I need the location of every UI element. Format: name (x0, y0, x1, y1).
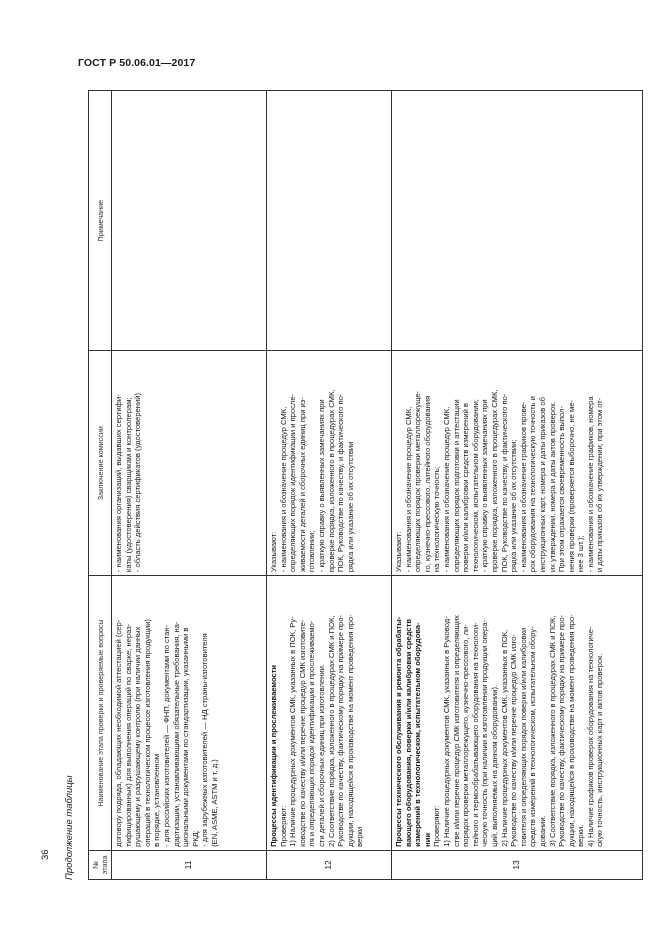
conclusion-cell (392, 351, 643, 576)
text-line: технологическом, испытательном оборудовании; (470, 399, 480, 573)
page-number: 36 (40, 849, 51, 860)
text-line: ческую точность (при наличии в изготовлении продукции опера- (480, 619, 490, 847)
text-line: в порядке, установленном (152, 753, 162, 847)
text-line: верки. (576, 824, 586, 847)
text-line: - краткую справку о выявленных замечаниях при (316, 399, 326, 573)
text-line: 1) Наличие процедурных документов СМК, указанных в ПОК, Ру- (288, 616, 298, 847)
text-line: дукции, находящейся в производстве на момент проведения про- (566, 614, 576, 847)
text-line: дартизации, устанавливающими обязательные требования, на- (171, 621, 181, 847)
text-line: ля и определяющих порядок идентификации и прослеживаемо- (307, 620, 317, 847)
text-line: 3) Соответствие порядка, изложенного в процедурах СМК и ПОК, (547, 615, 557, 847)
column-header: Заключение комиссии (89, 351, 112, 576)
text-line: каты (удостоверения) сварщикам и контролерам; (123, 397, 133, 573)
text-line: проверке порядка, изложенного в процедурах СМК, (489, 389, 499, 573)
text-line: их утверждении, номера и даты актов проверок. (547, 401, 557, 573)
text-line: - наименования и обозначение графиков прове- (518, 401, 528, 573)
text-line: готовлении; (307, 530, 317, 573)
text-line: рядка или указание об их отсутствии (345, 441, 355, 573)
text-line: рядка или указание об их отсутствии; (509, 439, 519, 573)
text-line: (EN, ASME, ASTM и т. д.) (209, 759, 219, 847)
table-row (267, 91, 392, 880)
text-line: дукции, находящейся в производстве на момент проведения про- (345, 614, 355, 847)
text-line: стве и/или перечне процедур СМК изготовителя и определяющих (451, 615, 461, 847)
text-line: тифицированных) для выполнения операций по сварке, нераз- (123, 623, 133, 847)
text-line: го, кузнечно-прессового, литейного оборудования (422, 395, 432, 573)
text-line: договору подряда, обладающих необходимой аттестацией (сер- (114, 619, 123, 847)
text-line: Указывают: (269, 531, 278, 573)
stage-title: Процессы технического обслуживания и ремонта обрабаты- (394, 616, 403, 847)
text-line: 4) Наличие графиков проверок оборудования на технологиче- (585, 626, 595, 847)
text-line: - наименования и обозначение процедур СМК, (441, 406, 451, 573)
text-line: живаемости деталей и сборочных единиц при из- (297, 397, 307, 573)
text-line: циональными документами по стандартизации, указанными в (181, 627, 191, 847)
table-caption: Продолжение таблицы (64, 775, 75, 880)
text-line: на технологическую точность; (432, 466, 442, 573)
conclusion-cell (112, 351, 267, 576)
inspection-table (88, 90, 643, 880)
text-line: проверке порядка, изложенного в процедурах СМК, (326, 389, 336, 573)
text-line: ПОК, Руководстве по качеству, и фактического по- (336, 393, 346, 573)
note-cell (392, 91, 643, 351)
text-line: рок оборудования на технологическую точность и (528, 396, 538, 573)
text-line: При этом отражается своевременность выпол- (557, 406, 567, 573)
text-line: поверки и/или калибровки средств измерений в (461, 403, 471, 573)
stage-number: 11 (112, 850, 267, 879)
stage-title: Процессы идентификации и прослеживаемости (269, 664, 278, 847)
text-line: - для российских изготовителей — ФНП, документами по стан- (161, 624, 171, 847)
text-line: Руководстве по качеству и/или перечне процедур СМК изго- (509, 634, 519, 847)
text-line: рушающему и разрушающему контролю (при наличии данных (133, 626, 143, 847)
text-line: инструкционных карт, номера и даты приказов об (537, 397, 547, 573)
conclusion-cell (267, 351, 392, 576)
text-line: Указывают: (394, 531, 403, 573)
text-line: 1) Наличие процедурных документов СМК, указанных в Руковод- (441, 616, 451, 847)
text-line: ководстве по качеству и/или перечне процедур СМК изготовите- (297, 619, 307, 847)
text-line: и даты приказов об их утверждении, при этом от- (595, 397, 605, 573)
stage-title: вающего оборудования, поверки и/или калибровки средств (403, 619, 413, 847)
document-header: ГОСТ Р 50.06.01—2017 (78, 57, 196, 69)
text-line: товителя и определяющих порядок поверки и/или калибровки (518, 627, 528, 847)
text-line: нее 3 шт.); (576, 535, 586, 573)
text-line: 2) Наличие процедурных документов СМК, указанных в ПОК, (499, 629, 509, 847)
note-cell (112, 91, 267, 351)
text-line: - наименования и обозначение процедур СМК, (403, 406, 413, 573)
text-line: - для зарубежных изготовителей — НД страны-изготовителя (200, 633, 210, 847)
stage-cell (112, 576, 267, 851)
text-line: сти деталей и сборочных единиц при изготовлении. (316, 664, 326, 847)
text-line: - наименования организаций, выдавших сертифи- (114, 394, 123, 573)
column-header: Наименование этапа проверки и проверяемые вопросы (89, 576, 112, 851)
text-line: Руководстве по качеству, фактическому порядку на примере про- (557, 614, 567, 847)
text-line: скую точность, инструкционных карт и актов проверок. (595, 653, 605, 847)
column-header: Примечание (89, 91, 112, 351)
text-line: Руководстве по качеству, фактическому порядку на примере про- (336, 614, 346, 847)
text-line: - наименования и обозначение графиков, номера (585, 396, 595, 573)
table-row (392, 91, 643, 880)
text-line: РКД; (190, 830, 200, 847)
stage-number: 12 (267, 850, 392, 879)
rotated-table-area (64, 90, 632, 880)
text-line: - область действия сертификатов (удостоверений) (133, 392, 143, 573)
text-line: тейного и термообрабатывающего оборудования на технологи- (470, 622, 480, 847)
stage-cell (267, 576, 392, 851)
text-line: ций, выполняемых на данном оборудовании). (489, 684, 499, 847)
text-line: Проверяют: (278, 805, 288, 847)
text-line: довании. (537, 815, 547, 847)
text-line: - краткую справку о выявленных замечаниях при (480, 399, 490, 573)
text-line: порядок проверки металлорежущего, кузнечно-прессового, ли- (461, 624, 471, 847)
text-line: нения проверки (проверяется выборочно, не ме- (566, 400, 576, 573)
text-line: Проверяют: (432, 805, 442, 847)
stage-cell (392, 576, 643, 851)
text-line: - наименования и обозначение процедур СМК, (278, 406, 288, 573)
text-line: ПОК, Руководстве по качеству, и фактического по- (499, 393, 509, 573)
text-line: определяющих порядок проверки металлорежуще- (413, 390, 423, 573)
note-cell (267, 91, 392, 351)
stage-title: нии (422, 832, 432, 847)
stage-title: измерений в технологическом, испытательном оборудова- (413, 622, 423, 847)
table-row (112, 91, 267, 880)
text-line: средств измерений в технологическом, испытательном обору- (528, 626, 538, 847)
table-header-row (89, 91, 112, 880)
text-line: 2) Соответствие порядка, изложенного в процедурах СМК и ПОК, (326, 615, 336, 847)
text-line: операций в технологическом процессе изготовления продукции) (142, 619, 152, 847)
text-line: верки (355, 826, 365, 847)
text-line: определяющих порядок подготовки и аттестации (451, 399, 461, 573)
stage-number: 13 (392, 850, 643, 879)
column-header: № этапа (89, 850, 112, 879)
text-line: определяющих порядок идентификации и просле- (288, 393, 298, 573)
